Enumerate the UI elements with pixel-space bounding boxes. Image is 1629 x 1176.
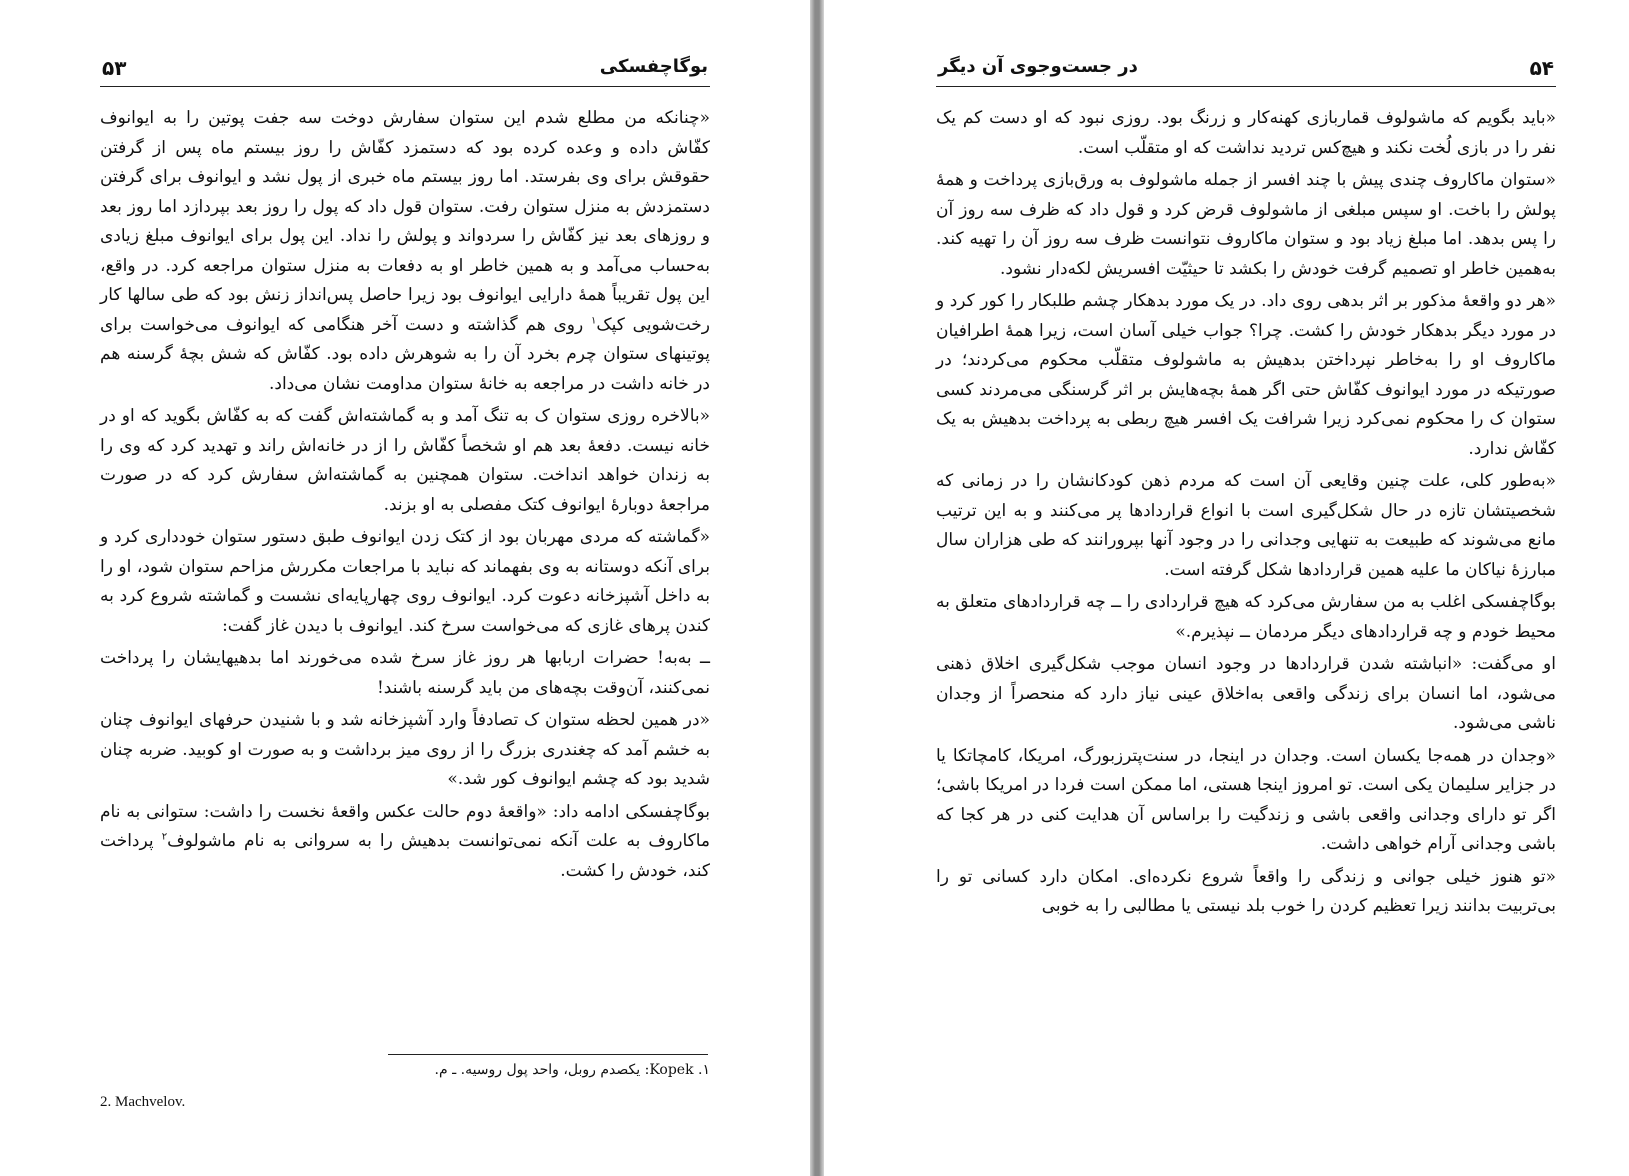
left-paragraph-3: «گماشته که مردی مهربان بود از کتک زدن ایوانوف طبق دستور ستوان خودداری کرد و برای آنکه دوستانه به وی بفهماند که نباید با مراجعات مکررش مزاحم ستوان شود، او را به داخل آشپزخانه دعوت کرد. ایوانوف روی چهارپایه‌ای نشست و گماشته شروع کرد به کندن پرهای غازی که می‌خواست سرخ کند. ایوانوف با دیدن غاز گفت: xyxy=(100,527,710,636)
left-paragraph-6-text: بوگاچفسکی ادامه داد: «واقعهٔ دوم حالت عکس واقعهٔ نخست را داشت: ستوانی به نام ماکاروف به علت آنکه نمی‌توانست بدهیش را به سروانی به نام ماشولوف xyxy=(100,801,711,851)
left-paragraph-1-cont: روی هم گذاشته و دست آخر هنگامی که ایوانوف می‌خواست برای پوتینهای ستوان چرم بخرد آن را به شوهرش داده بود. کفّاش که شش بچهٔ گرسنه هم در خانه داشت در مراجعه به خانهٔ ستوان مداومت نشان می‌داد. xyxy=(100,314,710,394)
left-page-number: ۵۳ xyxy=(102,56,127,80)
right-paragraph-1: «باید بگویم که ماشولوف قماربازی کهنه‌کار و زرنگ بود. روزی نبود که او دست کم یک نفر را در بازی لُخت نکند و هیچ‌کس تردید نداشت که او متقلّب است. xyxy=(936,108,1556,158)
left-paragraph-1 xyxy=(100,104,710,399)
left-paragraph-5: «در همین لحظه ستوان ک تصادفاً وارد آشپزخانه شد و با شنیدن حرفهای ایوانوف چنان به خشم آمد که چغندری بزرگ را از روی میز برداشت و به صورت او کوبید. ضربه چنان شدید بود که چشم ایوانوف کور شد.» xyxy=(100,710,710,789)
footnote-ref-1: ۱ xyxy=(591,314,597,326)
left-page-header xyxy=(100,52,710,87)
left-paragraph-6 xyxy=(100,798,710,887)
left-running-title: بوگاچفسکی xyxy=(599,56,708,77)
left-paragraph-1-text: «چنانکه من مطلع شدم این ستوان سفارش دوخت سه جفت پوتین را به ایوانوف کفّاش داده و وعده کرده بود که دستمزد کفّاش را روز بیستم ماه پس از گرفتن حقوقش برای وی بفرستد. اما روز بیستم ماه خبری از پول نشد و ایوانوف برای گرفتن دستمزدش به منزل ستوان رفت. ستوان قول داد که پول را روز بعد بپردازد اما روز بعد و روزهای بعد نیز کفّاش را سردواند و پولش را نداد. این پول برای ایوانوف مبلغ زیادی به‌حساب می‌آمد و به همین خاطر او به دفعات به منزل ستوان مراجعه کرد. در واقع، این پول تقریباً همهٔ دارایی ایوانوف بود زیرا حاصل پس‌انداز زنش بود که طی سالها کار رخت‌شویی کپک xyxy=(100,108,710,335)
right-paragraph-8: «تو هنوز خیلی جوانی و زندگی را واقعاً شروع نکرده‌ای. امکان دارد کسانی تو را بی‌تربیت بدانند زیرا تعظیم کردن را خوب بلد نیستی یا مطالبی را به خوبی xyxy=(936,866,1556,916)
footnote-ref-2: ۲ xyxy=(161,831,168,843)
right-page xyxy=(824,0,1629,1176)
right-paragraph-7: «وجدان در همه‌جا یکسان است. وجدان در اینجا، در سنت‌پترزبورگ، امریکا، کامچاتکا یا در جزایر سلیمان یکی است. تو امروز اینجا هستی، اما ممکن است فردا در امریکا باشی؛ اگر تو دارای وجدانی واقعی باشی و زندگیت را براساس آن هدایت کنی در هر کجا که باشی وجدانی آرام خواهی داشت. xyxy=(936,745,1556,854)
right-paragraph-3: «هر دو واقعهٔ مذکور بر اثر بدهی روی داد. در یک مورد بدهکار چشم طلبکار را کور کرد و در مورد دیگر بدهکار خودش را کشت. چرا؟ جواب خیلی آسان است، زیرا همهٔ اطرافیان ماکاروف او را به‌خاطر نپرداختن بدهیش به ماشولوف متقلّب محکوم می‌کردند؛ در صورتیکه در مورد ایوانوف کفّاش حتی اگر همهٔ بچه‌هایش بر اثر گرسنگی می‌مردند کسی ستوان ک را محکوم نمی‌کرد زیرا شرافت یک افسر هیچ ربطی به پرداخت بدهیش به یک کفّاش ندارد. xyxy=(936,291,1556,459)
left-body-text xyxy=(100,104,710,889)
right-page-header xyxy=(936,52,1556,87)
right-running-title: در جست‌وجوی آن دیگر xyxy=(938,56,1138,77)
right-paragraph-2: «ستوان ماکاروف چندی پیش با چند افسر از جمله ماشولوف به ورق‌بازی پرداخت و همهٔ پولش را باخت. او سپس مبلغی از ماشولوف قرض کرد و قول داد که ظرف سه روز آن را پس بدهد. اما مبلغ زیاد بود و ستوان ماکاروف نتوانست ظرف سه روز آن را تهیه کند. به‌همین خاطر او تصمیم گرفت خودش را بکشد تا حیثیّت افسریش لکه‌دار نشود. xyxy=(936,170,1556,279)
book-gutter xyxy=(810,0,824,1176)
footnote-divider xyxy=(388,1054,708,1055)
left-paragraph-6-cont: پرداخت کند، خودش را کشت. xyxy=(100,831,710,881)
right-page-number: ۵۴ xyxy=(1529,56,1554,80)
left-paragraph-4: ــ به‌به! حضرات اربابها هر روز غاز سرخ شده می‌خورند اما بدهیهایشان را پرداخت نمی‌کنند، آن‌وقت بچه‌های من باید گرسنه باشند! xyxy=(100,648,710,698)
right-paragraph-5: بوگاچفسکی اغلب به من سفارش می‌کرد که هیچ قراردادی را ــ چه قراردادهای متعلق به محیط خودم و چه قراردادهای دیگر مردمان ــ نپذیرم.» xyxy=(936,592,1556,642)
right-body-text xyxy=(936,104,1556,925)
left-paragraph-2: «بالاخره روزی ستوان ک به تنگ آمد و به گماشته‌اش گفت که به کفّاش بگوید که او در خانه نیست. دفعهٔ بعد هم او شخصاً کفّاش را از در خانه‌اش راند و تهدید کرد که وی را به زندان خواهد انداخت. ستوان همچنین به گماشته‌اش سفارش کرد که در صورت مراجعهٔ دوبارهٔ ایوانوف کتک مفصلی به او بزند. xyxy=(100,406,710,515)
right-paragraph-4: «به‌طور کلی، علت چنین وقایعی آن است که مردم ذهن کودکانشان را در زمانی که شخصیتشان تازه در حال شکل‌گیری است با انواع قراردادها پر می‌کنند و به این ترتیب مانع می‌شوند که طبیعت به تنهایی وجدانی را در وجود آنها بپرورانند که طی هزاران سال مبارزهٔ نیاکان ما علیه همین قراردادها شکل گرفته است. xyxy=(936,471,1556,580)
footnote-1: ۱. Kopek: یکصدم روبل، واحد پول روسیه. ـ م. xyxy=(434,1062,710,1078)
footnote-2: 2. Machvelov. xyxy=(100,1094,186,1110)
left-page xyxy=(0,0,810,1176)
right-paragraph-6: او می‌گفت: «انباشته شدن قراردادها در وجود انسان موجب شکل‌گیری اخلاق ذهنی می‌شود، اما انسان برای زندگی واقعی به‌اخلاق عینی نیاز دارد که منحصراً از وجدان ناشی می‌شود. xyxy=(936,654,1556,733)
